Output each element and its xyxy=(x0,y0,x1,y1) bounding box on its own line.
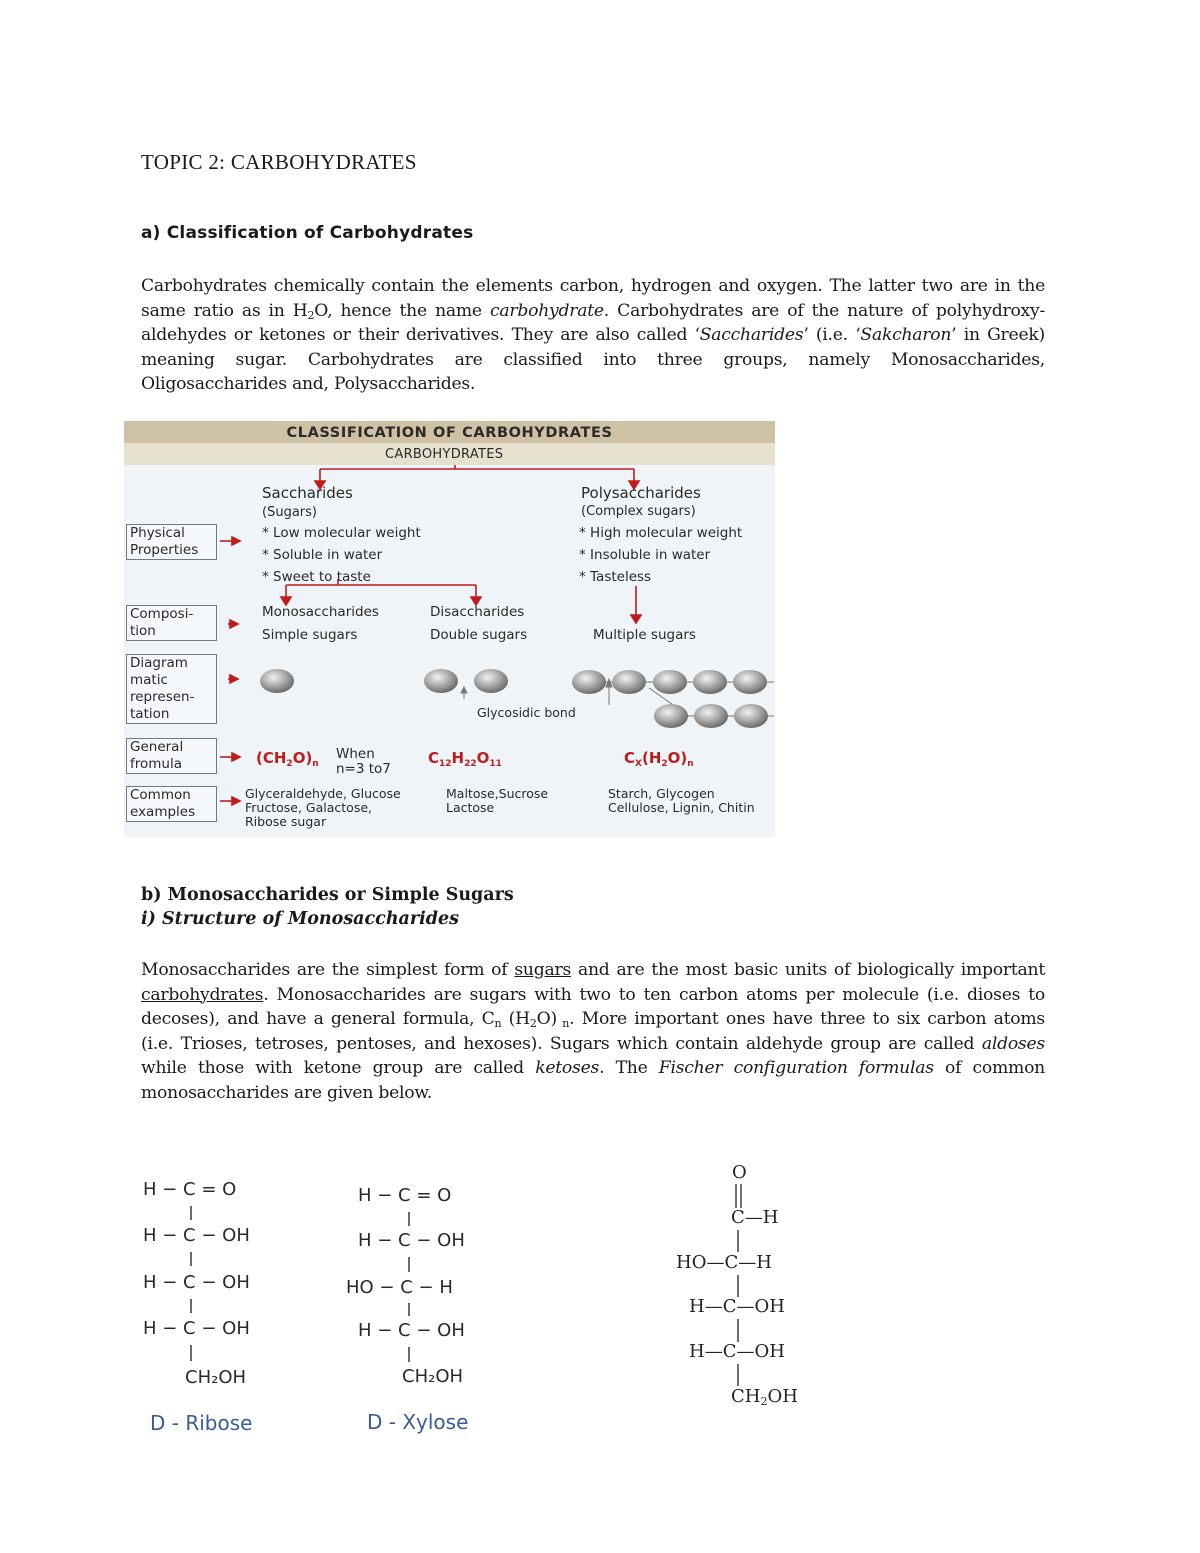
ketose-bonds xyxy=(676,1162,816,1392)
ketose-row: HO—C—H xyxy=(676,1252,772,1273)
structure-d-ribose xyxy=(141,1175,301,1445)
row-label-common-examples: Common examples xyxy=(126,786,217,822)
saccharides-sub: (Sugars) xyxy=(262,505,317,520)
saccharides-prop: * Soluble in water xyxy=(262,547,383,563)
ribose-bonds xyxy=(141,1175,301,1405)
polysaccharides-name: Polysaccharides xyxy=(581,484,701,502)
di-desc: Double sugars xyxy=(430,627,528,643)
ketose-last-row: $CH_2OH$ xyxy=(731,1386,798,1408)
section-a-paragraph: Carbohydrates chemically contain the elements carbon, hydrogen and oxygen. The latter two are in the same ratio as in $H_2O$, hence the name carbohydrate. Carbohydrates are of the nature of polyhydroxy-aldehydes or ketones or their derivatives. They are also called ‘Saccharides’ (i.e. ‘Sakcharon’ in Greek) meaning sugar. Carbohydrates are classified into three groups, namely Monosaccharides, Oligosaccharides and, Polysaccharides. xyxy=(141,276,1045,395)
xylose-row: CH₂OH xyxy=(402,1366,464,1387)
section-a-heading: a) Classification of Carbohydrates xyxy=(141,223,474,243)
xylose-caption: D - Xylose xyxy=(367,1410,469,1434)
polysaccharides-prop: * Tasteless xyxy=(579,569,652,585)
figure-root-label: CARBOHYDRATES xyxy=(385,447,504,462)
polysaccharides-prop: * High molecular weight xyxy=(579,525,743,541)
xylose-row: H − C = O xyxy=(358,1185,452,1206)
saccharides-prop: * Sweet to taste xyxy=(262,569,371,585)
saccharides-name: Saccharides xyxy=(262,484,353,502)
classification-figure xyxy=(124,421,775,837)
section-b-paragraph: Monosaccharides are the simplest form of sugars and are the most basic units of biologically important carbohydrates. Monosaccharides are sugars with two to ten carbon atoms per molecule (i.e. dioses to decoses), and have a general formula, $C_n$ $(H_2O)$ $_n$. More important ones have three to six carbon atoms (i.e. Trioses, tetroses, pentoses, and hexoses). Sugars which contain aldehyde group are called aldoses while those with ketone group are called ketoses. The Fischer configuration formulas of common monosaccharides are given below. xyxy=(141,960,1046,1103)
row-label-diagrammatic: Diagram matic represen- tation xyxy=(126,654,217,724)
multi-desc: Multiple sugars xyxy=(593,627,696,643)
structure-ketose xyxy=(676,1162,816,1412)
mono-desc: Simple sugars xyxy=(262,627,358,643)
mono-name: Monosaccharides xyxy=(262,604,379,620)
figure-title: CLASSIFICATION OF CARBOHYDRATES xyxy=(124,421,775,443)
ketose-row: H—C—OH xyxy=(689,1341,785,1362)
xylose-row: H − C − OH xyxy=(358,1320,465,1341)
saccharides-prop: * Low molecular weight xyxy=(262,525,421,541)
formula-disaccharide: $C_{12}H_{22}O_{11}$ xyxy=(428,749,502,769)
formula-polysaccharide: $C_X(H_2O)_n$ xyxy=(624,749,694,769)
ribose-row: CH₂OH xyxy=(185,1367,247,1388)
di-name: Disaccharides xyxy=(430,604,525,620)
ketose-row: C—H xyxy=(731,1207,779,1228)
structure-d-xylose xyxy=(346,1181,506,1441)
ribose-row: H − C − OH xyxy=(143,1225,250,1246)
formula-monosaccharide: $(CH_2O)_n$ xyxy=(256,749,319,769)
xylose-row: H − C − OH xyxy=(358,1230,465,1251)
section-b-heading: b) Monosaccharides or Simple Sugars xyxy=(141,885,514,905)
glycosidic-bond-label: Glycosidic bond xyxy=(477,705,576,720)
row-label-general-formula: General fromula xyxy=(126,738,217,774)
row-label-composition: Composi- tion xyxy=(126,605,217,641)
ketose-oxygen: O xyxy=(732,1162,747,1183)
ribose-row: H − C = O xyxy=(143,1179,237,1200)
row-label-physical-properties: Physical Properties xyxy=(126,524,217,560)
polysaccharides-prop: * Insoluble in water xyxy=(579,547,711,563)
xylose-bonds xyxy=(346,1181,506,1411)
examples-mono: Glyceraldehyde, Glucose Fructose, Galactose, Ribose sugar xyxy=(245,786,401,829)
examples-di: Maltose,Sucrose Lactose xyxy=(446,786,549,815)
examples-poly: Starch, Glycogen Cellulose, Lignin, Chitin xyxy=(608,786,755,815)
xylose-row: HO − C − H xyxy=(346,1277,453,1298)
ribose-row: H − C − OH xyxy=(143,1318,250,1339)
ribose-row: H − C − OH xyxy=(143,1272,250,1293)
ribose-caption: D - Ribose xyxy=(150,1411,253,1435)
page-title: TOPIC 2: CARBOHYDRATES xyxy=(141,150,417,174)
formula-condition: When n=3 to7 xyxy=(336,746,391,777)
section-b-subheading: i) Structure of Monosaccharides xyxy=(141,909,459,929)
ketose-row: H—C—OH xyxy=(689,1296,785,1317)
polysaccharides-sub: (Complex sugars) xyxy=(581,504,696,519)
